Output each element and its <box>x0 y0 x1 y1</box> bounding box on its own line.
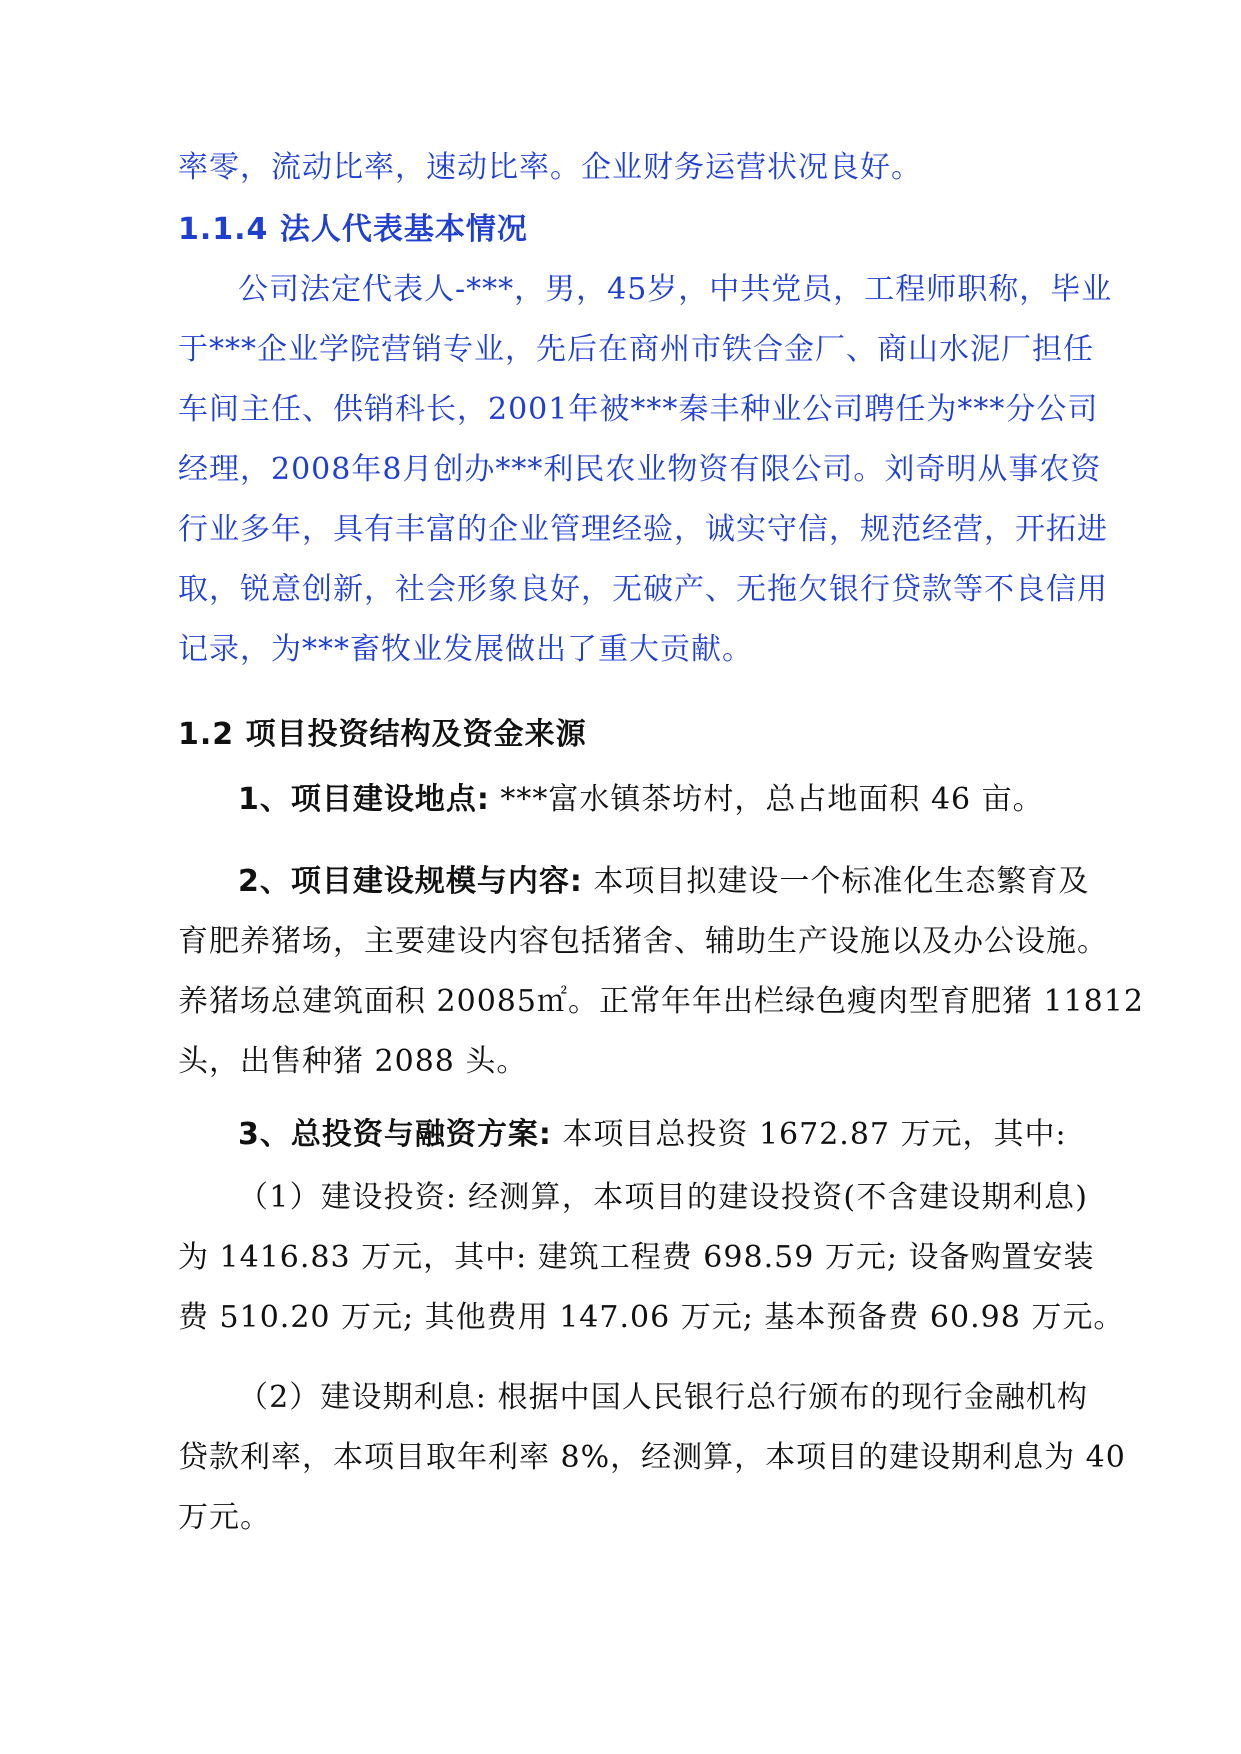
item2-line-3: 养猪场总建筑面积 20085㎡。正常年年出栏绿色瘦肉型育肥猪 11812 <box>178 984 1144 1019</box>
item2-line-2: 育肥养猪场，主要建设内容包括猪舍、辅助生产设施以及办公设施。 <box>178 924 1108 959</box>
legal-rep-para-line-2: 于***企业学院营销专业，先后在商州市铁合金厂、商山水泥厂担任 <box>178 332 1094 367</box>
sub1-line-1: （1）建设投资: 经测算，本项目的建设投资(不含建设期利息) <box>238 1180 1088 1215</box>
legal-rep-para-line-4: 经理，2008年8月创办***利民农业物资有限公司。刘奇明从事农资 <box>178 452 1102 487</box>
item3-label: 3、总投资与融资方案: <box>238 1117 552 1152</box>
item2-text: 本项目拟建设一个标准化生态繁育及 <box>582 864 1090 899</box>
sub1-line-3: 费 510.20 万元; 其他费用 147.06 万元; 基本预备费 60.98 万元。 <box>178 1300 1125 1335</box>
item1-label: 1、项目建设地点: <box>238 782 490 817</box>
legal-rep-para-line-7: 记录，为***畜牧业发展做出了重大贡献。 <box>178 632 753 667</box>
legal-rep-heading: 1.1.4 法人代表基本情况 <box>178 212 528 247</box>
sub2-line-2: 贷款利率，本项目取年利率 8%，经测算，本项目的建设期利息为 40 <box>178 1440 1126 1475</box>
item1-line <box>238 780 1088 820</box>
item2-label: 2、项目建设规模与内容: <box>238 864 583 899</box>
section-heading: 1.2 项目投资结构及资金来源 <box>178 717 587 752</box>
item2-line-4: 头，出售种猪 2088 头。 <box>178 1044 528 1079</box>
item2-line-1 <box>238 862 1088 902</box>
legal-rep-para-line-1: 公司法定代表人-***，男，45岁，中共党员，工程师职称，毕业 <box>238 272 1113 307</box>
sub2-line-1: （2）建设期利息: 根据中国人民银行总行颁布的现行金融机构 <box>238 1380 1088 1415</box>
item1-text: ***富水镇茶坊村，总占地面积 46 亩。 <box>489 782 1044 817</box>
item3-line <box>238 1115 1088 1155</box>
legal-rep-para-line-6: 取，锐意创新，社会形象良好，无破产、无拖欠银行贷款等不良信用 <box>178 572 1108 607</box>
legal-rep-para-line-3: 车间主任、供销科长，2001年被***秦丰种业公司聘任为***分公司 <box>178 392 1099 427</box>
sub2-line-3: 万元。 <box>178 1500 271 1535</box>
legal-rep-para-line-5: 行业多年，具有丰富的企业管理经验，诚实守信，规范经营，开拓进 <box>178 512 1108 547</box>
intro-line: 率零，流动比率，速动比率。企业财务运营状况良好。 <box>178 150 922 185</box>
item3-text: 本项目总投资 1672.87 万元，其中: <box>551 1117 1067 1152</box>
sub1-line-2: 为 1416.83 万元，其中: 建筑工程费 698.59 万元; 设备购置安装 <box>178 1240 1095 1275</box>
